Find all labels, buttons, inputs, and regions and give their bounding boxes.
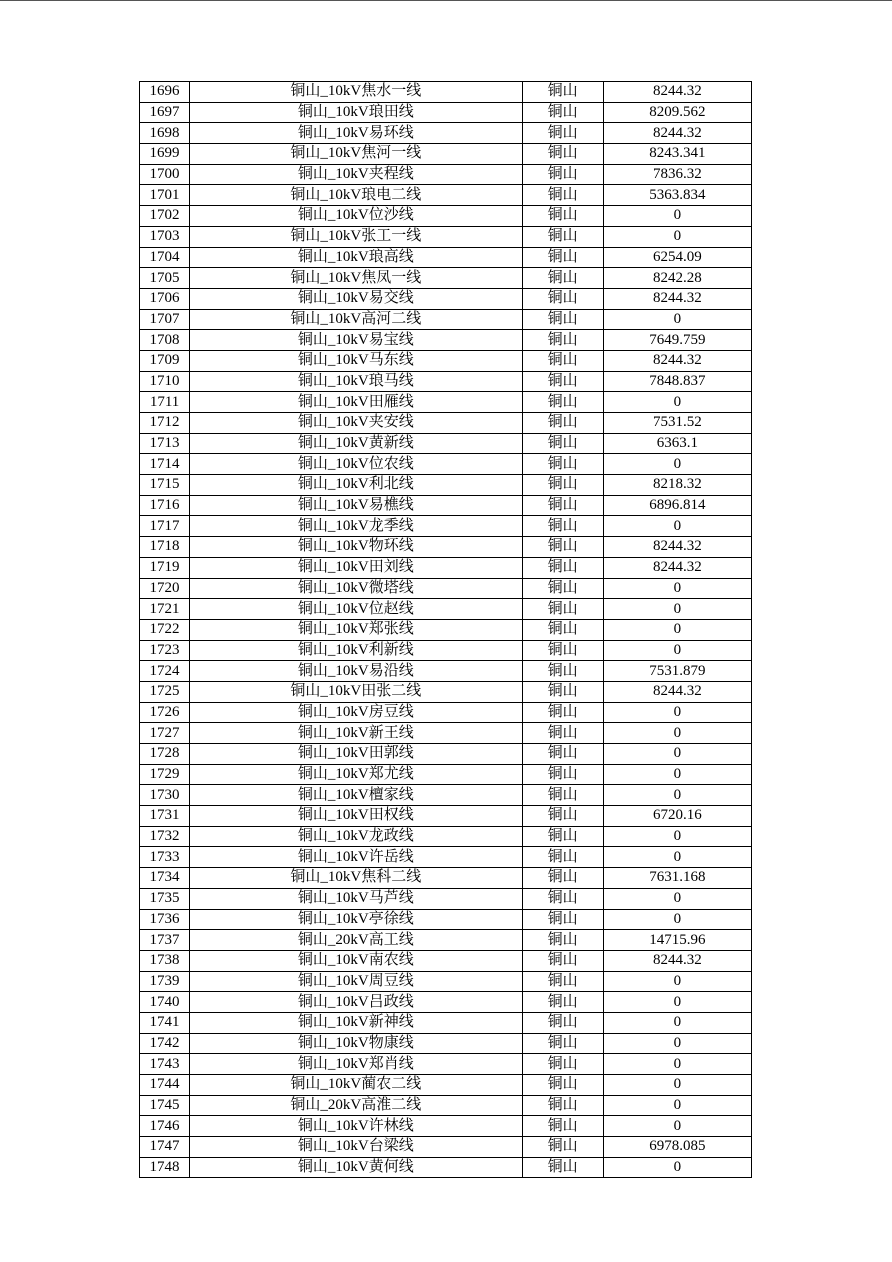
line-name-cell: 铜山_10kV马芦线 xyxy=(190,888,523,909)
value-cell: 8244.32 xyxy=(603,123,751,144)
region-cell: 铜山 xyxy=(522,413,603,434)
line-name-cell: 铜山_10kV易宝线 xyxy=(190,330,523,351)
value-cell: 0 xyxy=(603,992,751,1013)
table-row xyxy=(140,806,752,827)
line-name-cell: 铜山_10kV易樵线 xyxy=(190,495,523,516)
line-name-cell: 铜山_10kV许林线 xyxy=(190,1116,523,1137)
line-name-cell: 铜山_10kV琅电二线 xyxy=(190,185,523,206)
value-cell: 0 xyxy=(603,1075,751,1096)
line-name-cell: 铜山_10kV高河二线 xyxy=(190,309,523,330)
region-cell: 铜山 xyxy=(522,702,603,723)
region-cell: 铜山 xyxy=(522,1012,603,1033)
value-cell: 8244.32 xyxy=(603,681,751,702)
value-cell: 8244.32 xyxy=(603,557,751,578)
row-id-cell: 1714 xyxy=(140,454,190,475)
value-cell: 0 xyxy=(603,909,751,930)
line-name-cell: 铜山_10kV郑尤线 xyxy=(190,764,523,785)
table-row xyxy=(140,640,752,661)
region-cell: 铜山 xyxy=(522,1054,603,1075)
region-cell: 铜山 xyxy=(522,578,603,599)
table-row xyxy=(140,350,752,371)
line-name-cell: 铜山_10kV利新线 xyxy=(190,640,523,661)
region-cell: 铜山 xyxy=(522,1116,603,1137)
region-cell: 铜山 xyxy=(522,537,603,558)
value-cell: 0 xyxy=(603,1116,751,1137)
table-row xyxy=(140,288,752,309)
region-cell: 铜山 xyxy=(522,723,603,744)
value-cell: 7531.879 xyxy=(603,661,751,682)
value-cell: 0 xyxy=(603,454,751,475)
row-id-cell: 1727 xyxy=(140,723,190,744)
row-id-cell: 1736 xyxy=(140,909,190,930)
table-row xyxy=(140,1054,752,1075)
value-cell: 7631.168 xyxy=(603,868,751,889)
value-cell: 8243.341 xyxy=(603,144,751,165)
row-id-cell: 1746 xyxy=(140,1116,190,1137)
region-cell: 铜山 xyxy=(522,206,603,227)
row-id-cell: 1705 xyxy=(140,268,190,289)
row-id-cell: 1708 xyxy=(140,330,190,351)
row-id-cell: 1742 xyxy=(140,1033,190,1054)
value-cell: 0 xyxy=(603,702,751,723)
table-row xyxy=(140,971,752,992)
value-cell: 8209.562 xyxy=(603,102,751,123)
line-name-cell: 铜山_10kV夹程线 xyxy=(190,164,523,185)
row-id-cell: 1717 xyxy=(140,516,190,537)
line-name-cell: 铜山_10kV夹安线 xyxy=(190,413,523,434)
region-cell: 铜山 xyxy=(522,309,603,330)
table-row xyxy=(140,1116,752,1137)
line-name-cell: 铜山_10kV易环线 xyxy=(190,123,523,144)
line-name-cell: 铜山_10kV易沿线 xyxy=(190,661,523,682)
row-id-cell: 1701 xyxy=(140,185,190,206)
table-row xyxy=(140,454,752,475)
value-cell: 7649.759 xyxy=(603,330,751,351)
row-id-cell: 1711 xyxy=(140,392,190,413)
value-cell: 0 xyxy=(603,1157,751,1178)
row-id-cell: 1726 xyxy=(140,702,190,723)
line-name-cell: 铜山_10kV琅马线 xyxy=(190,371,523,392)
table-row xyxy=(140,619,752,640)
line-name-cell: 铜山_10kV马东线 xyxy=(190,350,523,371)
value-cell: 0 xyxy=(603,1054,751,1075)
row-id-cell: 1697 xyxy=(140,102,190,123)
row-id-cell: 1712 xyxy=(140,413,190,434)
row-id-cell: 1707 xyxy=(140,309,190,330)
row-id-cell: 1698 xyxy=(140,123,190,144)
row-id-cell: 1696 xyxy=(140,82,190,103)
table-row xyxy=(140,599,752,620)
region-cell: 铜山 xyxy=(522,82,603,103)
value-cell: 0 xyxy=(603,619,751,640)
value-cell: 7531.52 xyxy=(603,413,751,434)
line-name-cell: 铜山_10kV位沙线 xyxy=(190,206,523,227)
line-name-cell: 铜山_10kV张工一线 xyxy=(190,226,523,247)
region-cell: 铜山 xyxy=(522,1137,603,1158)
region-cell: 铜山 xyxy=(522,909,603,930)
row-id-cell: 1739 xyxy=(140,971,190,992)
row-id-cell: 1709 xyxy=(140,350,190,371)
table-row xyxy=(140,557,752,578)
row-id-cell: 1719 xyxy=(140,557,190,578)
line-name-cell: 铜山_10kV焦科二线 xyxy=(190,868,523,889)
value-cell: 0 xyxy=(603,764,751,785)
region-cell: 铜山 xyxy=(522,992,603,1013)
table-row xyxy=(140,702,752,723)
region-cell: 铜山 xyxy=(522,681,603,702)
line-name-cell: 铜山_10kV蔺农二线 xyxy=(190,1075,523,1096)
row-id-cell: 1735 xyxy=(140,888,190,909)
table-row xyxy=(140,578,752,599)
line-name-cell: 铜山_10kV吕政线 xyxy=(190,992,523,1013)
value-cell: 8218.32 xyxy=(603,475,751,496)
table-row xyxy=(140,475,752,496)
table-row xyxy=(140,433,752,454)
row-id-cell: 1737 xyxy=(140,930,190,951)
line-name-cell: 铜山_10kV台梁线 xyxy=(190,1137,523,1158)
region-cell: 铜山 xyxy=(522,392,603,413)
value-cell: 0 xyxy=(603,578,751,599)
line-name-cell: 铜山_10kV位赵线 xyxy=(190,599,523,620)
region-cell: 铜山 xyxy=(522,350,603,371)
row-id-cell: 1745 xyxy=(140,1095,190,1116)
region-cell: 铜山 xyxy=(522,619,603,640)
value-cell: 0 xyxy=(603,1012,751,1033)
line-name-cell: 铜山_10kV田权线 xyxy=(190,806,523,827)
line-name-cell: 铜山_10kV龙政线 xyxy=(190,826,523,847)
line-name-cell: 铜山_10kV田雁线 xyxy=(190,392,523,413)
row-id-cell: 1741 xyxy=(140,1012,190,1033)
region-cell: 铜山 xyxy=(522,371,603,392)
region-cell: 铜山 xyxy=(522,475,603,496)
value-cell: 6363.1 xyxy=(603,433,751,454)
region-cell: 铜山 xyxy=(522,806,603,827)
line-name-cell: 铜山_10kV龙季线 xyxy=(190,516,523,537)
region-cell: 铜山 xyxy=(522,1157,603,1178)
value-cell: 0 xyxy=(603,826,751,847)
row-id-cell: 1725 xyxy=(140,681,190,702)
line-name-cell: 铜山_10kV郑肖线 xyxy=(190,1054,523,1075)
value-cell: 8244.32 xyxy=(603,82,751,103)
table-row xyxy=(140,888,752,909)
row-id-cell: 1718 xyxy=(140,537,190,558)
row-id-cell: 1704 xyxy=(140,247,190,268)
value-cell: 0 xyxy=(603,206,751,227)
value-cell: 0 xyxy=(603,1033,751,1054)
row-id-cell: 1734 xyxy=(140,868,190,889)
table-row xyxy=(140,826,752,847)
region-cell: 铜山 xyxy=(522,1075,603,1096)
region-cell: 铜山 xyxy=(522,164,603,185)
region-cell: 铜山 xyxy=(522,557,603,578)
value-cell: 0 xyxy=(603,785,751,806)
region-cell: 铜山 xyxy=(522,433,603,454)
row-id-cell: 1740 xyxy=(140,992,190,1013)
row-id-cell: 1702 xyxy=(140,206,190,227)
table-row xyxy=(140,1157,752,1178)
table-row xyxy=(140,909,752,930)
region-cell: 铜山 xyxy=(522,888,603,909)
line-name-cell: 铜山_10kV焦河一线 xyxy=(190,144,523,165)
value-cell: 0 xyxy=(603,309,751,330)
row-id-cell: 1715 xyxy=(140,475,190,496)
row-id-cell: 1723 xyxy=(140,640,190,661)
row-id-cell: 1722 xyxy=(140,619,190,640)
table-row xyxy=(140,661,752,682)
row-id-cell: 1730 xyxy=(140,785,190,806)
table-row xyxy=(140,1012,752,1033)
line-name-cell: 铜山_10kV琅田线 xyxy=(190,102,523,123)
value-cell: 5363.834 xyxy=(603,185,751,206)
line-name-cell: 铜山_20kV高淮二线 xyxy=(190,1095,523,1116)
table-row xyxy=(140,102,752,123)
value-cell: 8244.32 xyxy=(603,537,751,558)
region-cell: 铜山 xyxy=(522,454,603,475)
line-name-cell: 铜山_10kV焦水一线 xyxy=(190,82,523,103)
line-name-cell: 铜山_10kV黄何线 xyxy=(190,1157,523,1178)
value-cell: 8244.32 xyxy=(603,350,751,371)
table-row xyxy=(140,226,752,247)
table-row xyxy=(140,744,752,765)
table-row xyxy=(140,268,752,289)
table-row xyxy=(140,537,752,558)
table-row xyxy=(140,392,752,413)
value-cell: 7848.837 xyxy=(603,371,751,392)
region-cell: 铜山 xyxy=(522,268,603,289)
line-name-cell: 铜山_10kV物康线 xyxy=(190,1033,523,1054)
table-row xyxy=(140,247,752,268)
region-cell: 铜山 xyxy=(522,144,603,165)
region-cell: 铜山 xyxy=(522,847,603,868)
table-row xyxy=(140,930,752,951)
table-row xyxy=(140,309,752,330)
table-row xyxy=(140,950,752,971)
table-row xyxy=(140,495,752,516)
table-row xyxy=(140,1095,752,1116)
table-row xyxy=(140,847,752,868)
table-row xyxy=(140,1137,752,1158)
value-cell: 0 xyxy=(603,971,751,992)
line-name-cell: 铜山_10kV田张二线 xyxy=(190,681,523,702)
line-name-cell: 铜山_10kV位农线 xyxy=(190,454,523,475)
line-name-cell: 铜山_10kV田刘线 xyxy=(190,557,523,578)
line-name-cell: 铜山_10kV物环线 xyxy=(190,537,523,558)
row-id-cell: 1733 xyxy=(140,847,190,868)
value-cell: 7836.32 xyxy=(603,164,751,185)
line-name-cell: 铜山_10kV利北线 xyxy=(190,475,523,496)
line-name-cell: 铜山_10kV田郭线 xyxy=(190,744,523,765)
row-id-cell: 1716 xyxy=(140,495,190,516)
value-cell: 8242.28 xyxy=(603,268,751,289)
line-name-cell: 铜山_10kV周豆线 xyxy=(190,971,523,992)
line-name-cell: 铜山_20kV高工线 xyxy=(190,930,523,951)
row-id-cell: 1699 xyxy=(140,144,190,165)
table-row xyxy=(140,868,752,889)
data-table xyxy=(139,81,752,1178)
table-row xyxy=(140,206,752,227)
line-name-cell: 铜山_10kV许岳线 xyxy=(190,847,523,868)
region-cell: 铜山 xyxy=(522,516,603,537)
line-name-cell: 铜山_10kV郑张线 xyxy=(190,619,523,640)
table-row xyxy=(140,992,752,1013)
line-name-cell: 铜山_10kV琅高线 xyxy=(190,247,523,268)
line-name-cell: 铜山_10kV亭徐线 xyxy=(190,909,523,930)
region-cell: 铜山 xyxy=(522,785,603,806)
value-cell: 0 xyxy=(603,888,751,909)
region-cell: 铜山 xyxy=(522,288,603,309)
row-id-cell: 1747 xyxy=(140,1137,190,1158)
row-id-cell: 1700 xyxy=(140,164,190,185)
value-cell: 6896.814 xyxy=(603,495,751,516)
region-cell: 铜山 xyxy=(522,744,603,765)
region-cell: 铜山 xyxy=(522,1033,603,1054)
row-id-cell: 1744 xyxy=(140,1075,190,1096)
value-cell: 0 xyxy=(603,847,751,868)
value-cell: 0 xyxy=(603,226,751,247)
line-name-cell: 铜山_10kV房豆线 xyxy=(190,702,523,723)
region-cell: 铜山 xyxy=(522,661,603,682)
value-cell: 14715.96 xyxy=(603,930,751,951)
table-row xyxy=(140,723,752,744)
line-name-cell: 铜山_10kV易交线 xyxy=(190,288,523,309)
row-id-cell: 1720 xyxy=(140,578,190,599)
value-cell: 6978.085 xyxy=(603,1137,751,1158)
region-cell: 铜山 xyxy=(522,495,603,516)
table-row xyxy=(140,681,752,702)
row-id-cell: 1703 xyxy=(140,226,190,247)
row-id-cell: 1724 xyxy=(140,661,190,682)
line-name-cell: 铜山_10kV黄新线 xyxy=(190,433,523,454)
value-cell: 0 xyxy=(603,392,751,413)
value-cell: 6254.09 xyxy=(603,247,751,268)
region-cell: 铜山 xyxy=(522,868,603,889)
row-id-cell: 1728 xyxy=(140,744,190,765)
row-id-cell: 1732 xyxy=(140,826,190,847)
table-row xyxy=(140,82,752,103)
region-cell: 铜山 xyxy=(522,930,603,951)
table-row xyxy=(140,413,752,434)
row-id-cell: 1748 xyxy=(140,1157,190,1178)
row-id-cell: 1738 xyxy=(140,950,190,971)
region-cell: 铜山 xyxy=(522,226,603,247)
region-cell: 铜山 xyxy=(522,330,603,351)
row-id-cell: 1731 xyxy=(140,806,190,827)
region-cell: 铜山 xyxy=(522,599,603,620)
table-row xyxy=(140,764,752,785)
region-cell: 铜山 xyxy=(522,247,603,268)
value-cell: 8244.32 xyxy=(603,288,751,309)
value-cell: 6720.16 xyxy=(603,806,751,827)
row-id-cell: 1710 xyxy=(140,371,190,392)
value-cell: 0 xyxy=(603,723,751,744)
region-cell: 铜山 xyxy=(522,950,603,971)
row-id-cell: 1721 xyxy=(140,599,190,620)
value-cell: 0 xyxy=(603,1095,751,1116)
value-cell: 0 xyxy=(603,640,751,661)
region-cell: 铜山 xyxy=(522,640,603,661)
line-name-cell: 铜山_10kV檀家线 xyxy=(190,785,523,806)
row-id-cell: 1706 xyxy=(140,288,190,309)
table-row xyxy=(140,185,752,206)
table-row xyxy=(140,1033,752,1054)
table-row xyxy=(140,330,752,351)
table-row xyxy=(140,123,752,144)
region-cell: 铜山 xyxy=(522,826,603,847)
table-body xyxy=(140,82,752,1178)
row-id-cell: 1729 xyxy=(140,764,190,785)
line-name-cell: 铜山_10kV新王线 xyxy=(190,723,523,744)
region-cell: 铜山 xyxy=(522,971,603,992)
table-row xyxy=(140,371,752,392)
line-name-cell: 铜山_10kV焦凤一线 xyxy=(190,268,523,289)
line-name-cell: 铜山_10kV微塔线 xyxy=(190,578,523,599)
table-row xyxy=(140,785,752,806)
line-name-cell: 铜山_10kV南农线 xyxy=(190,950,523,971)
table-row xyxy=(140,1075,752,1096)
region-cell: 铜山 xyxy=(522,1095,603,1116)
region-cell: 铜山 xyxy=(522,123,603,144)
table-row xyxy=(140,144,752,165)
table-row xyxy=(140,516,752,537)
value-cell: 0 xyxy=(603,599,751,620)
page-top-border xyxy=(0,0,892,1)
table-row xyxy=(140,164,752,185)
row-id-cell: 1743 xyxy=(140,1054,190,1075)
region-cell: 铜山 xyxy=(522,764,603,785)
row-id-cell: 1713 xyxy=(140,433,190,454)
region-cell: 铜山 xyxy=(522,102,603,123)
value-cell: 0 xyxy=(603,744,751,765)
value-cell: 8244.32 xyxy=(603,950,751,971)
region-cell: 铜山 xyxy=(522,185,603,206)
line-name-cell: 铜山_10kV新神线 xyxy=(190,1012,523,1033)
value-cell: 0 xyxy=(603,516,751,537)
